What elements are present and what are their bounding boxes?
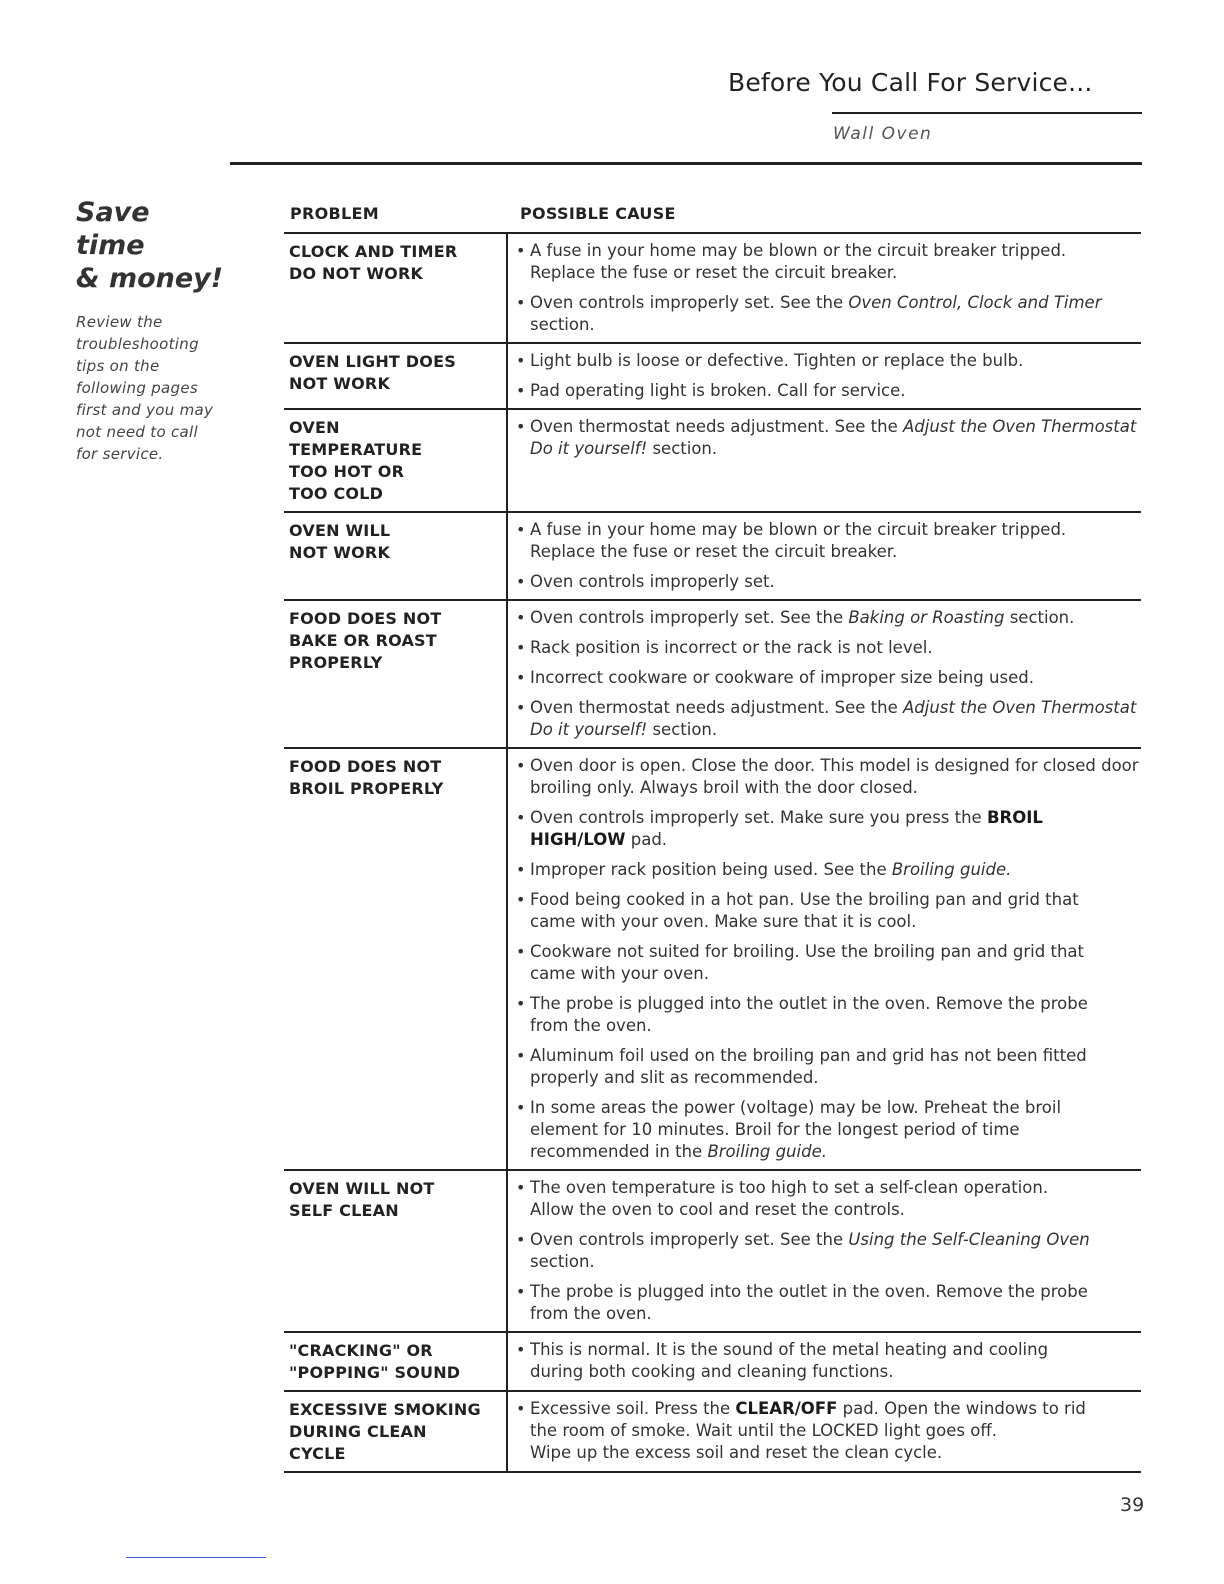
bullet-icon: • (516, 1282, 526, 1301)
main-divider (230, 162, 1142, 165)
cause-text: Rack position is incorrect or the rack is not level. (530, 638, 933, 657)
bullet-icon: • (516, 808, 526, 827)
cause-item (516, 941, 1141, 985)
problem-cell: CLOCK AND TIMER DO NOT WORK (289, 242, 458, 283)
cause-text: A fuse in your home may be blown or the circuit breaker tripped. Replace the fuse or reset the circuit breaker. (530, 520, 1067, 561)
cause-text: Broiling guide. (707, 1142, 827, 1161)
bullet-icon: • (516, 756, 526, 775)
bullet-icon: • (516, 1399, 526, 1418)
cause-text: The oven temperature is too high to set a self-clean operation. Allow the oven to cool and reset the controls. (530, 1178, 1049, 1219)
problem-cell: FOOD DOES NOT BROIL PROPERLY (289, 757, 444, 798)
bullet-icon: • (516, 572, 526, 591)
cause-text: section. (530, 315, 595, 334)
table-row (284, 749, 1141, 1171)
possible-cause-cell (506, 1171, 1141, 1331)
cause-text: Adjust the Oven Thermostat Do it yourself! (530, 698, 1137, 739)
footer-link-underline (126, 1557, 266, 1558)
cause-text: CLEAR/OFF (735, 1399, 838, 1418)
cause-text: pad. Open the windows to rid the room of smoke. Wait until the LOCKED light goes off. Wipe up the excess soil and reset the clean cycle. (530, 1399, 1086, 1462)
possible-cause-cell (506, 410, 1141, 511)
possible-cause-cell (506, 234, 1141, 342)
cause-text: Oven controls improperly set. See the (530, 608, 849, 627)
cause-item (516, 380, 1141, 402)
cause-text: Oven controls improperly set. See the (530, 1230, 849, 1249)
cause-item (516, 519, 1141, 563)
cause-item (516, 637, 1141, 659)
problem-cell: OVEN WILL NOT WORK (289, 521, 391, 562)
cause-item (516, 1045, 1141, 1089)
cause-text: Aluminum foil used on the broiling pan and grid has not been fitted properly and slit as recommended. (530, 1046, 1087, 1087)
bullet-icon: • (516, 942, 526, 961)
cause-item (516, 1229, 1141, 1273)
cause-text: Oven controls improperly set. Make sure you press the (530, 808, 987, 827)
problem-cell: OVEN TEMPERATURE TOO HOT OR TOO COLD (289, 418, 423, 503)
page-header-subtitle: Wall Oven (833, 124, 933, 144)
problem-cell: EXCESSIVE SMOKING DURING CLEAN CYCLE (289, 1400, 481, 1463)
bullet-icon: • (516, 1178, 526, 1197)
cause-item (516, 1097, 1141, 1163)
cause-item (516, 755, 1141, 799)
possible-cause-cell (506, 601, 1141, 747)
cause-text: Broiling guide. (891, 860, 1012, 879)
cause-item (516, 1281, 1141, 1325)
table-row (284, 1171, 1141, 1333)
bullet-icon: • (516, 608, 526, 627)
troubleshooting-table (284, 202, 1141, 1473)
cause-item (516, 416, 1141, 460)
cause-text: Excessive soil. Press the (530, 1399, 736, 1418)
cause-item (516, 807, 1141, 851)
cause-text: section. (530, 1252, 595, 1271)
table-row (284, 234, 1141, 344)
sidebar-heading: Save time & money! (76, 197, 224, 294)
problem-cell: FOOD DOES NOT BAKE OR ROAST PROPERLY (289, 609, 442, 672)
cause-item (516, 889, 1141, 933)
bullet-icon: • (516, 890, 526, 909)
table-row (284, 513, 1141, 601)
cause-text: section. (1004, 608, 1075, 627)
bullet-icon: • (516, 241, 526, 260)
table-row (284, 344, 1141, 410)
cause-item (516, 350, 1141, 372)
page-header-title: Before You Call For Service... (728, 68, 1093, 97)
sidebar-text: Review the troubleshooting tips on the following pages first and you may not need to call for service. (76, 313, 214, 463)
bullet-icon: • (516, 293, 526, 312)
cause-text: Oven door is open. Close the door. This model is designed for closed door broiling only. Always broil with the door closed. (530, 756, 1139, 797)
possible-cause-cell (506, 1392, 1141, 1471)
cause-text: Adjust the Oven Thermostat Do it yourself! (530, 417, 1137, 458)
cause-item (516, 571, 1141, 593)
page-number: 39 (1120, 1494, 1145, 1516)
column-header-problem: PROBLEM (290, 204, 379, 223)
table-row (284, 410, 1141, 513)
bullet-icon: • (516, 698, 526, 717)
table-row (284, 1333, 1141, 1392)
cause-text: Using the Self-Cleaning Oven (848, 1230, 1090, 1249)
cause-text: In some areas the power (voltage) may be low. Preheat the broil element for 10 minutes. Broil for the longest period of time recommended in the (530, 1098, 1062, 1161)
bullet-icon: • (516, 417, 526, 436)
bullet-icon: • (516, 638, 526, 657)
bullet-icon: • (516, 860, 526, 879)
cause-item (516, 292, 1141, 336)
cause-text: Light bulb is loose or defective. Tighten or replace the bulb. (530, 351, 1024, 370)
cause-text: The probe is plugged into the outlet in the oven. Remove the probe from the oven. (530, 994, 1088, 1035)
problem-cell: OVEN LIGHT DOES NOT WORK (289, 352, 456, 393)
bullet-icon: • (516, 520, 526, 539)
cause-text: Oven thermostat needs adjustment. See the (530, 698, 903, 717)
cause-text: Food being cooked in a hot pan. Use the broiling pan and grid that came with your oven. Make sure that it is cool. (530, 890, 1079, 931)
cause-text: Pad operating light is broken. Call for service. (530, 381, 906, 400)
bullet-icon: • (516, 351, 526, 370)
cause-item (516, 667, 1141, 689)
bullet-icon: • (516, 381, 526, 400)
cause-item (516, 697, 1141, 741)
cause-item (516, 859, 1141, 881)
possible-cause-cell (506, 1333, 1141, 1390)
cause-text: BROIL HIGH/LOW (530, 808, 1043, 849)
cause-text: Incorrect cookware or cookware of improper size being used. (530, 668, 1034, 687)
possible-cause-cell (506, 749, 1141, 1169)
table-body (284, 234, 1141, 1473)
cause-text: Baking or Roasting (848, 608, 1005, 627)
table-row (284, 1392, 1141, 1473)
cause-item (516, 1339, 1141, 1383)
cause-text: A fuse in your home may be blown or the circuit breaker tripped. Replace the fuse or reset the circuit breaker. (530, 241, 1067, 282)
bullet-icon: • (516, 1230, 526, 1249)
cause-text: This is normal. It is the sound of the metal heating and cooling during both cooking and cleaning functions. (530, 1340, 1049, 1381)
cause-text: section. (647, 439, 718, 458)
sidebar (76, 196, 226, 465)
header-rule (832, 112, 1142, 114)
cause-text: Improper rack position being used. See the (530, 860, 892, 879)
problem-cell: "CRACKING" OR "POPPING" SOUND (289, 1341, 461, 1382)
cause-item (516, 993, 1141, 1037)
problem-cell: OVEN WILL NOT SELF CLEAN (289, 1179, 435, 1220)
cause-text: Oven Control, Clock and Timer (848, 293, 1102, 312)
possible-cause-cell (506, 513, 1141, 599)
bullet-icon: • (516, 1046, 526, 1065)
bullet-icon: • (516, 1098, 526, 1117)
cause-item (516, 240, 1141, 284)
cause-text: Cookware not suited for broiling. Use the broiling pan and grid that came with your oven. (530, 942, 1084, 983)
column-header-cause: POSSIBLE CAUSE (520, 204, 676, 223)
cause-text: Oven controls improperly set. (530, 572, 775, 591)
cause-text: The probe is plugged into the outlet in the oven. Remove the probe from the oven. (530, 1282, 1088, 1323)
cause-item (516, 607, 1141, 629)
table-row (284, 601, 1141, 749)
bullet-icon: • (516, 994, 526, 1013)
cause-item (516, 1177, 1141, 1221)
table-header (284, 202, 1141, 234)
cause-text: Oven thermostat needs adjustment. See the (530, 417, 903, 436)
bullet-icon: • (516, 1340, 526, 1359)
bullet-icon: • (516, 668, 526, 687)
possible-cause-cell (506, 344, 1141, 408)
cause-item (516, 1398, 1141, 1464)
cause-text: pad. (625, 830, 668, 849)
cause-text: section. (647, 720, 718, 739)
cause-text: Oven controls improperly set. See the (530, 293, 849, 312)
